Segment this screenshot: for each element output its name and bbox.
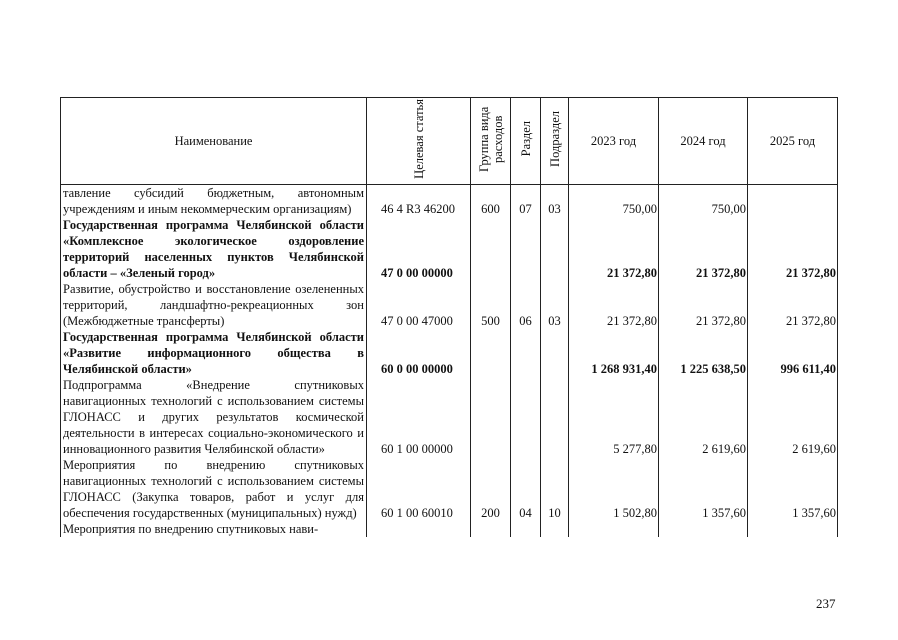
header-2023: 2023 год: [569, 98, 659, 185]
row-expense-group: [471, 521, 511, 537]
row-2025: 996 611,40: [748, 329, 838, 377]
row-expense-group: 200: [471, 457, 511, 521]
table-row: [61, 377, 838, 457]
row-name: Мероприятия по внедрению спутниковых навигационных технологий с использованием системы ГЛОНАСС (Закупка товаров, работ и услуг для обеспечения государственных (муниципальных) нужд): [61, 457, 367, 521]
row-section: 06: [511, 281, 541, 329]
row-name: Государственная программа Челябинской области «Развитие информационного общества в Челябинской области»: [61, 329, 367, 377]
row-2024: 1 225 638,50: [659, 329, 748, 377]
row-2025: [748, 521, 838, 537]
row-2023: 21 372,80: [569, 217, 659, 281]
row-expense-group: 500: [471, 281, 511, 329]
row-section: 07: [511, 185, 541, 218]
table-row: [61, 329, 838, 377]
row-target-article: 47 0 00 47000: [367, 281, 471, 329]
row-target-article: [367, 521, 471, 537]
row-subsection: 10: [541, 457, 569, 521]
row-name: Развитие, обустройство и восстановление озелененных территорий, ландшафтно-рекреационных зон (Межбюджетные трансферты): [61, 281, 367, 329]
row-expense-group: [471, 217, 511, 281]
row-target-article: 47 0 00 00000: [367, 217, 471, 281]
row-2023: 750,00: [569, 185, 659, 218]
table-row: [61, 521, 838, 537]
row-2025: 1 357,60: [748, 457, 838, 521]
header-2024: 2024 год: [659, 98, 748, 185]
row-2024: 2 619,60: [659, 377, 748, 457]
row-2025: 2 619,60: [748, 377, 838, 457]
row-section: 04: [511, 457, 541, 521]
row-2023: 21 372,80: [569, 281, 659, 329]
row-2024: [659, 521, 748, 537]
header-target-article: Целевая статья: [367, 98, 471, 185]
row-name: Мероприятия по внедрению спутниковых нави-: [61, 521, 367, 537]
row-expense-group: [471, 329, 511, 377]
row-2025: 21 372,80: [748, 281, 838, 329]
row-name: Подпрограмма «Внедрение спутниковых навигационных технологий с использованием системы ГЛОНАСС и других результатов космической деятельности в интересах социально-экономического и инновационного развития Челябинской области»: [61, 377, 367, 457]
row-subsection: [541, 329, 569, 377]
row-section: [511, 329, 541, 377]
header-name: Наименование: [61, 98, 367, 185]
row-section: [511, 521, 541, 537]
row-target-article: 60 1 00 00000: [367, 377, 471, 457]
row-subsection: [541, 377, 569, 457]
row-target-article: 60 1 00 60010: [367, 457, 471, 521]
row-subsection: [541, 521, 569, 537]
budget-table: [60, 97, 838, 537]
row-name: Государственная программа Челябинской области «Комплексное экологическое оздоровление территорий населенных пунктов Челябинской области – «Зеленый город»: [61, 217, 367, 281]
row-2023: 1 502,80: [569, 457, 659, 521]
row-subsection: [541, 217, 569, 281]
table-row: [61, 185, 838, 218]
row-expense-group: 600: [471, 185, 511, 218]
row-expense-group: [471, 377, 511, 457]
row-name: тавление субсидий бюджетным, автономным учреждениям и иным некоммерческим организациям): [61, 185, 367, 218]
row-2025: [748, 185, 838, 218]
table-row: [61, 457, 838, 521]
row-2024: 750,00: [659, 185, 748, 218]
table-row: [61, 217, 838, 281]
header-subsection: Подраздел: [541, 98, 569, 185]
row-subsection: 03: [541, 185, 569, 218]
row-2023: 5 277,80: [569, 377, 659, 457]
row-2023: 1 268 931,40: [569, 329, 659, 377]
row-subsection: 03: [541, 281, 569, 329]
row-2024: 21 372,80: [659, 281, 748, 329]
table-header-row: [61, 98, 838, 185]
row-2024: 1 357,60: [659, 457, 748, 521]
row-2023: [569, 521, 659, 537]
header-expense-group: Группа вида расходов: [471, 98, 511, 185]
header-section: Раздел: [511, 98, 541, 185]
page-number: 237: [816, 596, 836, 611]
row-section: [511, 217, 541, 281]
table-row: [61, 281, 838, 329]
row-2025: 21 372,80: [748, 217, 838, 281]
row-section: [511, 377, 541, 457]
header-2025: 2025 год: [748, 98, 838, 185]
row-2024: 21 372,80: [659, 217, 748, 281]
row-target-article: 60 0 00 00000: [367, 329, 471, 377]
row-target-article: 46 4 R3 46200: [367, 185, 471, 218]
